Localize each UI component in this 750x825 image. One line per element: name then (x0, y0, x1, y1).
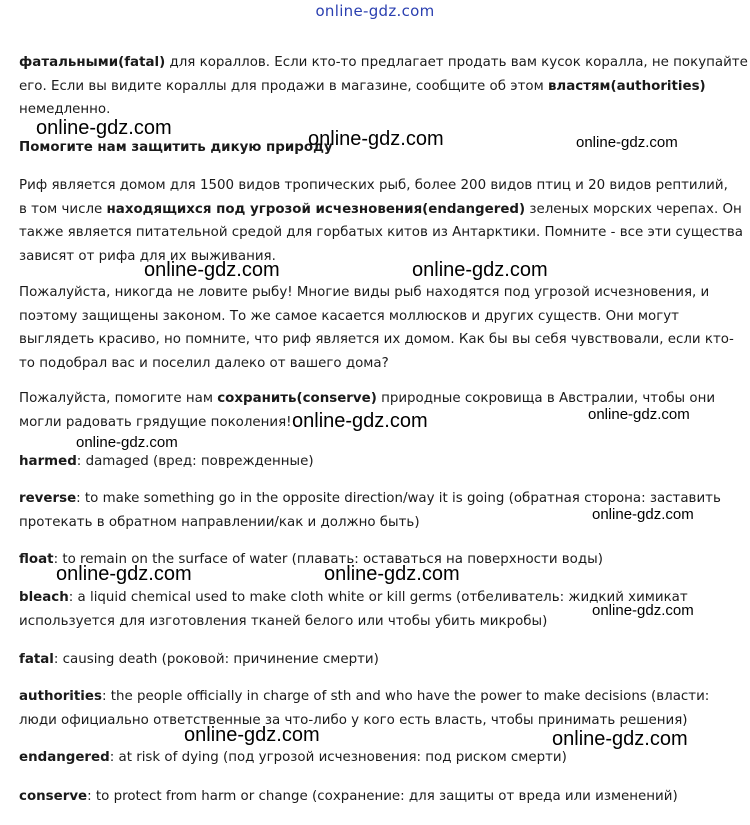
glossary-def: : to protect from harm or change (сохранение: для защиты от вреда или изменений) (87, 789, 678, 804)
watermark: online-gdz.com (308, 128, 444, 150)
watermark: online-gdz.com (592, 602, 694, 619)
reef-paragraph (19, 174, 743, 268)
term-conserve: сохранить(conserve) (217, 391, 377, 406)
watermark: online-gdz.com (56, 563, 192, 585)
site-header[interactable]: online-gdz.com (315, 2, 435, 20)
glossary-term: float (19, 552, 54, 567)
glossary-def: : to remain on the surface of water (плавать: оставаться на поверхности воды) (53, 552, 603, 567)
section-heading: Помогите нам защитить дикую природу (19, 140, 333, 155)
glossary-term: bleach (19, 590, 69, 605)
glossary-term: endangered (19, 750, 110, 765)
reef-line-4: зависят от рифа для их выживания. (19, 248, 276, 264)
reef-line-2 (19, 198, 742, 222)
reef-text: в том числе (19, 201, 107, 217)
glossary-def: : causing death (роковой: причинение смерти) (53, 652, 379, 667)
watermark: online-gdz.com (184, 724, 320, 746)
intro-line-1 (19, 51, 748, 75)
watermark: online-gdz.com (412, 259, 548, 281)
watermark: online-gdz.com (588, 406, 690, 423)
watermark: online-gdz.com (36, 117, 172, 139)
fishing-line-4: то подобрал вас и поселил далеко от вашего дома? (19, 355, 389, 371)
watermark: online-gdz.com (324, 563, 460, 585)
term-endangered: находящихся под угрозой исчезновения(endangered) (106, 201, 526, 217)
term-fatal: фатальными(fatal) (19, 55, 166, 70)
glossary-authorities (19, 685, 731, 732)
intro-text: для кораллов. Если кто-то предлагает продать вам кусок коралла, не покупайте (165, 55, 748, 70)
glossary-fatal (19, 648, 731, 672)
watermark: online-gdz.com (576, 134, 678, 151)
reef-text: зеленых морских черепах. Он (525, 201, 742, 217)
glossary-def: : the people officially in charge of sth and who have the power to make decisions (власти: (101, 689, 710, 704)
glossary-def: : at risk of dying (под угрозой исчезновения: под риском смерти) (109, 750, 567, 765)
reef-line-3: также является питательной средой для горбатых китов из Антарктики. Помните - все эти существа (19, 225, 743, 240)
fishing-paragraph (19, 281, 734, 375)
watermark: online-gdz.com (144, 259, 280, 281)
glossary-term: harmed (19, 454, 77, 469)
glossary-def: : a liquid chemical used to make cloth white or kill germs (отбеливатель: жидкий химикат (68, 590, 688, 605)
conserve-line-2: могли радовать грядущие поколения! (19, 414, 292, 430)
conserve-text: Пожалуйста, помогите нам (19, 391, 218, 406)
intro-line-3: немедленно. (19, 102, 111, 117)
glossary-def: : damaged (вред: поврежденные) (76, 454, 314, 469)
intro-line-2 (19, 75, 731, 99)
intro-paragraph (19, 51, 748, 122)
glossary-conserve (19, 785, 731, 809)
conserve-text: природные сокровища в Австралии, чтобы они (376, 391, 716, 406)
glossary-def-cont: протекать в обратном направлении/как и должно быть) (19, 514, 420, 530)
watermark: online-gdz.com (552, 728, 688, 750)
glossary-def-cont: используется для изготовления тканей белого или чтобы убить микробы) (19, 613, 548, 629)
glossary-def-cont: люди официально ответственные за что-либо у кого есть власть, чтобы принимать решения) (19, 712, 688, 728)
watermark: online-gdz.com (592, 506, 694, 523)
intro-text: его. Если вы видите кораллы для продажи в магазине, сообщите об этом (19, 78, 548, 94)
fishing-line-2: поэтому защищены законом. То же самое касается моллюсков и других существ. Они могут (19, 308, 679, 324)
glossary-term: fatal (19, 652, 54, 667)
glossary-term: conserve (19, 789, 88, 804)
fishing-line-3: выглядеть красиво, но помните, что риф является их домом. Как бы вы себя чувствовали, если кто- (19, 332, 734, 347)
reef-line-1: Риф является домом для 1500 видов тропических рыб, более 200 видов птиц и 20 видов рептилий, (19, 178, 728, 193)
glossary-harmed (19, 450, 731, 474)
glossary-term: reverse (19, 491, 77, 506)
glossary-term: authorities (19, 689, 102, 704)
watermark: online-gdz.com (76, 434, 178, 451)
watermark: online-gdz.com (292, 410, 428, 432)
term-authorities: властям(authorities) (547, 78, 706, 94)
glossary-def: : to make something go in the opposite direction/way it is going (обратная сторона: заставить (76, 491, 721, 506)
fishing-line-1: Пожалуйста, никогда не ловите рыбу! Многие виды рыб находятся под угрозой исчезновения, и (19, 285, 710, 300)
